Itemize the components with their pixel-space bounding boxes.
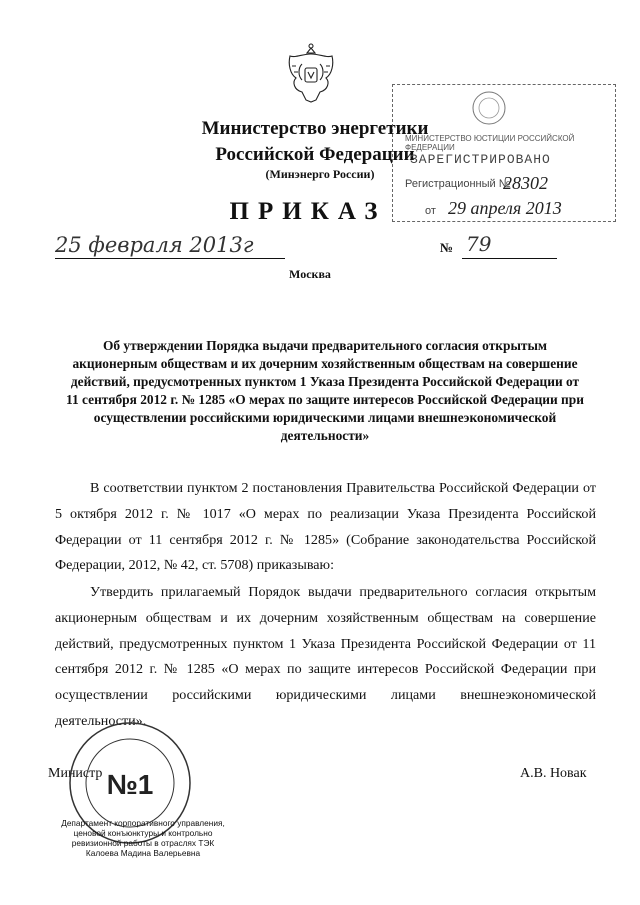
ministry-line1: Министерство энергетики [201, 118, 429, 139]
stamp-registered: ЗАРЕГИСТРИРОВАНО [410, 152, 551, 167]
round-stamp-center: №1 [106, 769, 154, 800]
stamp-date-label: от [425, 205, 436, 217]
stamp-ministry-line: МИНИСТЕРСТВО ЮСТИЦИИ РОССИЙСКОЙ ФЕДЕРАЦИИ [405, 134, 575, 152]
stamp-reg-date: 29 апреля 2013 [448, 198, 562, 218]
registration-seal-icon [448, 88, 530, 128]
order-date: 25 февраля 2013г [55, 233, 254, 257]
ministry-line2: Российской Федерации [215, 144, 415, 165]
dept-line4: Калоева Мадина Валерьевна [85, 848, 201, 858]
order-number: 79 [466, 232, 492, 256]
signature-position: Министр [48, 766, 103, 781]
body-paragraph-2: Утвердить прилагаемый Порядок выдачи предварительного согласия открытым акционерным обществам и их дочерним хозяйственным обществам на совершение действий, предусмотренных пунктом 1 Указа Президента Российской Федерации от 11 сентября 2012 г. № 1285 «О мерах по защите интересов Российской Федерации при осуществлении российскими юридическими лицами внешнеэкономической деятельности». [55, 584, 596, 729]
doc-type: ПРИКАЗ [229, 198, 387, 225]
document-title: Об утверждении Порядка выдачи предварительного согласия открытым акционерным обществам и их дочерним хозяйственным обществам на совершение действий, предусмотренных пунктом 1 Указа Президента Российской Федерации от 11 сентября 2012 г. № 1285 «О мерах по защите интересов Российской Федерации при осуществлении российскими юридическими лицами внешнеэкономической деятельности» [66, 338, 584, 443]
number-label: № [440, 240, 454, 255]
body-paragraph-1: В соответствии пунктом 2 постановления Правительства Российской Федерации от 5 октября 2012 г. № 1017 «О мерах по реализации Указа Президента Российской Федерации от 11 сентября 2012 г. № 1285» (Собрание законодательства Российской Федерации, 2012, № 42, ст. 5708) приказываю: [55, 480, 596, 574]
dept-line3: ревизионной работы в отраслях ТЭК [71, 838, 215, 848]
date-underline [55, 258, 285, 259]
stamp-reg-label: Регистрационный № [405, 178, 511, 190]
dept-line1: Департамент корпоративного управления, [61, 818, 225, 828]
dept-line2: ценовой конъюнктуры и контрольно [73, 828, 213, 838]
coat-of-arms-icon [280, 42, 342, 106]
signature-name: А.В. Новак [520, 766, 587, 781]
city: Москва [289, 267, 331, 281]
stamp-reg-number: 28302 [503, 173, 548, 193]
number-underline [462, 258, 557, 259]
department-note [58, 818, 228, 858]
ministry-abbr: (Минэнерго России) [265, 167, 375, 181]
